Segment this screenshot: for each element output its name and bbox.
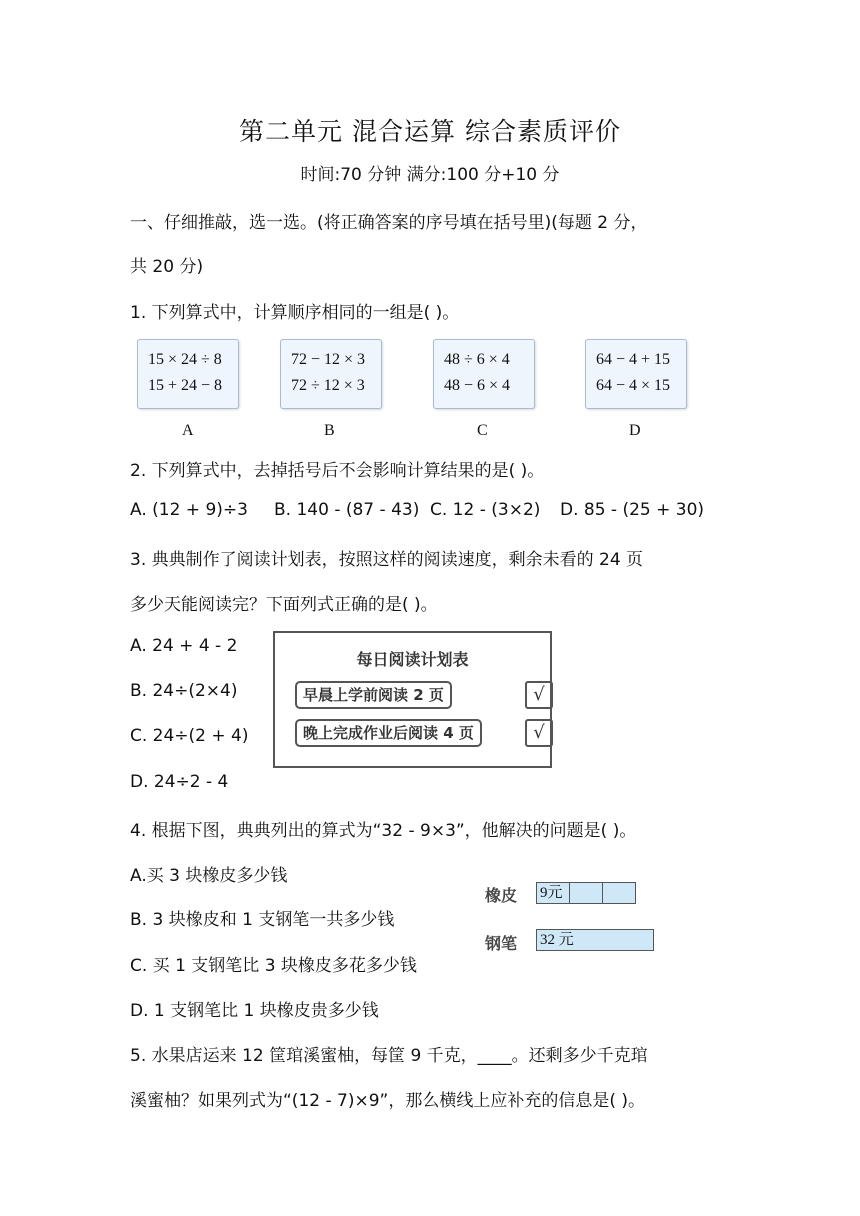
reading-plan-card [273, 631, 552, 768]
section-heading-cont: 共 20 分) [130, 257, 204, 277]
q4-stem: 4. 根据下图，典典列出的算式为“32 - 9×3”，他解决的问题是( )。 [130, 821, 637, 841]
q3-option-c: C. 24÷(2 + 4) [130, 726, 249, 746]
q3-stem-line2: 多少天能阅读完？下面列式正确的是( )。 [130, 595, 438, 615]
q4-option-a: A.买 3 块橡皮多少钱 [130, 866, 288, 886]
q1-option-box-c [433, 339, 535, 409]
checkmark-icon: √ [525, 719, 553, 747]
q1-d-line1: 64 − 4 + 15 [596, 351, 671, 368]
q4-option-d: D. 1 支钢笔比 1 块橡皮贵多少钱 [130, 1001, 379, 1021]
reading-plan-item-evening: 晚上完成作业后阅读 4 页 [295, 719, 482, 747]
pen-bar [536, 929, 654, 951]
reading-plan-item-morning: 早晨上学前阅读 2 页 [295, 681, 452, 709]
q5-stem-line2: 溪蜜柚？如果列式为“(12 - 7)×9”，那么横线上应补充的信息是( )。 [130, 1091, 645, 1111]
q1-option-box-a [137, 339, 239, 409]
q1-label-d: D [629, 422, 641, 439]
bar-divider [602, 883, 603, 903]
q1-b-line1: 72 − 12 × 3 [291, 351, 366, 368]
exam-info: 时间:70 分钟 满分:100 分+10 分 [300, 165, 560, 185]
q3-stem-line1: 3. 典典制作了阅读计划表，按照这样的阅读速度，剩余未看的 24 页 [130, 550, 644, 570]
q2-option-c: C. 12 - (3×2) [430, 500, 541, 520]
q2-option-a: A. (12 + 9)÷3 [130, 500, 248, 520]
q1-option-box-b [280, 339, 382, 409]
q1-c-line2: 48 − 6 × 4 [444, 377, 511, 394]
q1-stem: 1. 下列算式中，计算顺序相同的一组是( )。 [130, 303, 460, 323]
q1-label-a: A [182, 422, 194, 439]
q3-option-b: B. 24÷(2×4) [130, 681, 238, 701]
q3-option-a: A. 24 + 4 - 2 [130, 636, 238, 656]
q3-option-d: D. 24÷2 - 4 [130, 772, 229, 792]
q1-option-box-d [585, 339, 687, 409]
pen-label: 钢笔 [485, 934, 518, 953]
q5-stem-line1: 5. 水果店运来 12 筐琯溪蜜柚，每筐 9 千克，____。还剩多少千克琯 [130, 1046, 648, 1066]
q1-a-line2: 15 + 24 − 8 [148, 377, 223, 394]
q2-stem: 2. 下列算式中，去掉括号后不会影响计算结果的是( )。 [130, 461, 545, 481]
eraser-bar [536, 882, 636, 904]
q1-label-c: C [477, 422, 488, 439]
pen-price: 32 元 [540, 932, 574, 948]
q1-b-line2: 72 ÷ 12 × 3 [291, 377, 365, 394]
q2-option-b: B. 140 - (87 - 43) [274, 500, 420, 520]
section-heading: 一、仔细推敲，选一选。(将正确答案的序号填在括号里)(每题 2 分， [130, 213, 648, 233]
q2-option-d: D. 85 - (25 + 30) [560, 500, 705, 520]
checkmark-icon: √ [525, 681, 553, 709]
q1-d-line2: 64 − 4 × 15 [596, 377, 671, 394]
eraser-price: 9元 [540, 885, 563, 901]
q1-label-b: B [324, 422, 335, 439]
q1-a-line1: 15 × 24 ÷ 8 [148, 351, 222, 368]
eraser-label: 橡皮 [485, 886, 518, 905]
page-title: 第二单元 混合运算 综合素质评价 [239, 117, 621, 146]
q1-c-line1: 48 ÷ 6 × 4 [444, 351, 510, 368]
q4-option-c: C. 买 1 支钢笔比 3 块橡皮多花多少钱 [130, 956, 417, 976]
reading-plan-title: 每日阅读计划表 [356, 650, 469, 669]
bar-divider [569, 883, 570, 903]
q4-option-b: B. 3 块橡皮和 1 支钢笔一共多少钱 [130, 910, 395, 930]
